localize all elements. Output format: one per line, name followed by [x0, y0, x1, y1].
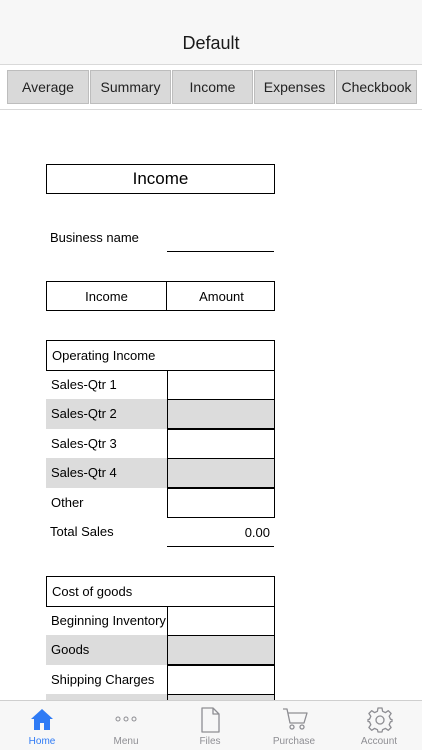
navigation-bar: [0, 0, 422, 64]
row-label: Sales-Qtr 3: [51, 436, 117, 451]
sheet-title: Income: [46, 164, 275, 194]
row-label: Sales-Qtr 4: [51, 465, 117, 480]
goods-input[interactable]: [167, 635, 275, 665]
operating-income-section: [46, 340, 275, 371]
table-row: [46, 429, 275, 459]
sales-qtr1-input[interactable]: [167, 370, 275, 400]
tabbar-home[interactable]: [0, 701, 84, 750]
shipping-charges-input[interactable]: [167, 665, 275, 695]
tab-income[interactable]: Income: [172, 70, 253, 104]
row-label: Beginning Inventory: [51, 613, 166, 628]
tabbar-label: Home: [28, 736, 56, 747]
gear-icon: [367, 707, 393, 733]
row-label: Sales-Qtr 2: [51, 406, 117, 421]
business-name-underline: [167, 251, 274, 252]
sales-qtr2-input[interactable]: [167, 399, 275, 429]
file-icon: [198, 707, 222, 733]
table-row: [46, 665, 275, 695]
tabbar-label: Menu: [113, 736, 139, 747]
sales-qtr3-input[interactable]: [167, 429, 275, 459]
sheet-tab-strip: [0, 64, 422, 110]
cost-of-goods-title: Cost of goods: [52, 584, 133, 599]
tabbar-account[interactable]: [337, 701, 421, 750]
operating-income-title: Operating Income: [52, 348, 156, 363]
tab-summary[interactable]: Summary: [90, 70, 171, 104]
tabbar-files[interactable]: [168, 701, 252, 750]
total-sales-value: 0.00: [244, 525, 270, 540]
tab-checkbook[interactable]: Checkbook: [336, 70, 417, 104]
income-table-header: [46, 281, 275, 311]
tabbar-purchase[interactable]: [252, 701, 336, 750]
tabbar-label: Files: [199, 736, 221, 747]
header-income: Income: [47, 282, 167, 310]
beginning-inventory-input[interactable]: [167, 606, 275, 636]
table-row: [46, 606, 275, 636]
cost-of-goods-section: [46, 576, 275, 607]
tabbar-menu[interactable]: [84, 701, 168, 750]
table-row: [46, 488, 275, 518]
table-row: [46, 399, 275, 429]
tab-expenses[interactable]: Expenses: [254, 70, 335, 104]
cart-icon: [282, 707, 308, 731]
income-sheet[interactable]: [0, 111, 422, 700]
table-row: [46, 635, 275, 665]
menu-dots-icon: [114, 707, 138, 731]
row-label: Goods: [51, 642, 90, 657]
header-amount: Amount: [199, 288, 244, 304]
home-icon: [30, 707, 54, 731]
table-row: [46, 370, 275, 400]
page-title: Default: [182, 33, 240, 53]
bottom-tab-bar: [0, 700, 422, 750]
business-name-label: Business name: [50, 230, 139, 245]
row-label: Shipping Charges: [51, 672, 155, 687]
other-income-input[interactable]: [167, 488, 275, 518]
business-name-field[interactable]: [167, 229, 274, 251]
row-label: Other: [51, 495, 84, 510]
total-sales-label: Total Sales: [50, 524, 114, 539]
tabbar-label: Account: [360, 736, 398, 747]
tab-average[interactable]: Average: [7, 70, 89, 104]
sales-qtr4-input[interactable]: [167, 458, 275, 488]
table-row: [46, 458, 275, 488]
row-label: Sales-Qtr 1: [51, 377, 117, 392]
tabbar-label: Purchase: [272, 736, 316, 747]
total-sales-underline: [167, 546, 274, 547]
